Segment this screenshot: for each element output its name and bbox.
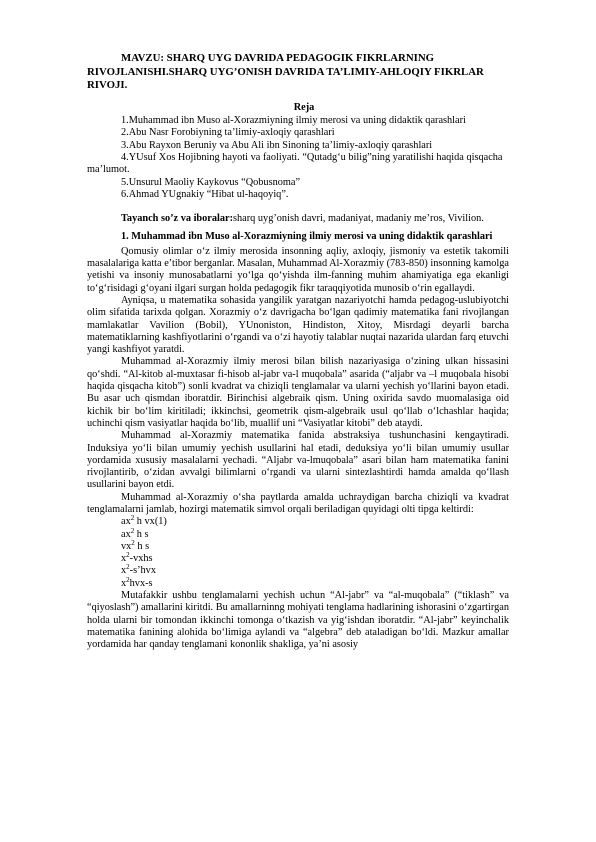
equation: $vx^2$ h s xyxy=(121,538,150,552)
paragraph: Muhammad al-Xorazmiy o‘sha paytlarda amalda uchraydigan barcha chiziqli va kvadrat tenglamalarni jamlab, hozirgi matematik simvol orqali beriladigan quyidagi olti tipga keltirdi: xyxy=(87,491,509,515)
plan-heading: Reja xyxy=(293,101,315,113)
plan-item: 6.Ahmad YUgnakiy “Hibat ul-haqoyiq”. xyxy=(121,188,289,200)
paragraph: Muhammad al-Xorazmiy matematika fanida abstraksiya tushunchasini kengaytiradi. Induksiya yo‘li bilan umumiy yechish usullarini hal etadi, deduksiya yo‘li bilan umumiy usullar yordamida xususiy masalalarni yechadi. “Aljabr va-lmuqobala” asari bilan ham matematika fanini rivojlantirib, o‘zidan avvalgi bilimlarni o‘rgandi va ularni sintezlashtirdi hamda amalda qo‘llash usullarini bayon etdi. xyxy=(87,430,509,491)
plan-item: 1.Muhammad ibn Muso al-Xorazmiyning ilmiy merosi va uning didaktik qarashlari xyxy=(121,115,466,127)
plan-item: 3.Abu Rayxon Beruniy va Abu Ali ibn Sinoning ta’limiy-axloqiy qarashlari xyxy=(121,139,433,151)
paragraph: Mutafakkir ushbu tenglamalarni yechish uchun “Al-jabr” va “al-muqobala” (“tiklash” va “qiyoslash”) amallarini kiritdi. Bu amallarninng mohiyati tenglama hadlarining ishorasini o‘zgartirgan holda ularni bir tomondan ikkinchi tomonga o‘tkazish va yig‘ishdan iboratdir. “Al-jabr” keyinchalik matematika fanining alohida bo‘limiga aylandi va “algebra” deb ataladigan bo‘ldi. Mazkur amallar yordamida har qanday tenglamani kononlik shakliga, ya’ni asosiy xyxy=(87,590,509,651)
keywords-line xyxy=(87,213,509,225)
equation: $x^2$-vxhs xyxy=(121,551,153,565)
plan-item: 4.YUsuf Xos Hojibning hayoti va faoliyati. “Qutadg‘u bilig”ning yaratilishi haqida qisqacha ma’lumot. xyxy=(87,151,503,176)
keywords-label: Tayanch so’z va iboralar: xyxy=(121,213,234,225)
document-page xyxy=(87,52,509,652)
section-heading: 1. Muhammad ibn Muso al-Xorazmiyning ilmiy merosi va uning didaktik qarashlari xyxy=(121,231,493,243)
paragraph: Qomusiy olimlar o‘z ilmiy merosida insonning aqliy, axloqiy, jismoniy va estetik takomili masalalariga katta e’tibor berganlar. Masalan, Muhammad Al-Xorazmiy (783-850) insonning kamolga yetishi va insoniy munosabatlarni yo‘lga qo‘yishda ilm-fanning muhim ahamiyatiga ega ekanligi to‘g‘risidagi g‘oyani ilgari surgan holda pedagogik fikr taraqqiyotida munosib o‘rin egallaydi. xyxy=(87,245,509,294)
equation: $x^2-s’hvx$ xyxy=(121,563,156,577)
keywords-text: sharq uyg’onish davri, madaniyat, madaniy me’ros, Vivilion. xyxy=(233,213,484,225)
paragraph: Muhammad al-Xorazmiy ilmiy merosi bilan bilish nazariyasiga o‘zining ulkan hissasini qo‘shdi. “Al-kitob al-muxtasar fi-hisob al-jabr va-l muqobala” asarida (“aljabr va –l muqobala hisobi haqida qisqacha kitob”) sonli kvadrat va chiziqli tenglamalar va ularni yechish yo‘llarini bayon etadi. Bu asar uch qismdan iboratdir. Birinchisi algebraik qism. Uning oxirida savdo muomalasiga oid kichik bir bo‘lim kiritiladi; ikkinchsi, geometrik qism-algebraik usul qo‘llab o‘lchashlar haqida; uchinchi qism vasiyatlar haqida bo‘lib, muallif uni “Vasiyatlar kitobi” deb ataydi. xyxy=(87,356,509,429)
plan-item: 2.Abu Nasr Forobiyning ta’limiy-axloqiy qarashlari xyxy=(121,127,335,139)
plan-item: 5.Unsurul Maoliy Kaykovus “Qobusnoma” xyxy=(121,176,301,188)
equation: $x^2hvx-s$ xyxy=(121,575,153,589)
document-title: MAVZU: SHARQ UYG DAVRIDA PEDAGOGIK FIKRLARNING RIVOJLANISHI.SHARQ UYG’ONISH DAVRIDA TA’LIMIY-AHLOQIY FIKRLAR RIVOJI. xyxy=(87,52,484,92)
paragraph: Ayniqsa, u matematika sohasida yangilik yaratgan nazariyotchi hamda pedagog-uslubiyotchi olim sifatida tarixda qolgan. Xorazmiy o‘z davrigacha bo‘lgan qadimiy matematika fani rivojlangan mamlakatlar Vavilion (Bobil), YUnoniston, Hindiston, Xitoy, Misrdagi deyarli barcha matematiklarning kashfiyotlarini o‘rgandi va o‘zi hayotiy talablar nuqtai nazarida ulardan farq etuvchi yangi kashfiyot yaratdi. xyxy=(87,294,509,356)
equation: $ax^2$ h vx(1) xyxy=(121,514,167,528)
equation: $ax^2$ h s xyxy=(121,526,149,540)
equation-list xyxy=(87,516,509,590)
plan-list xyxy=(87,115,509,201)
